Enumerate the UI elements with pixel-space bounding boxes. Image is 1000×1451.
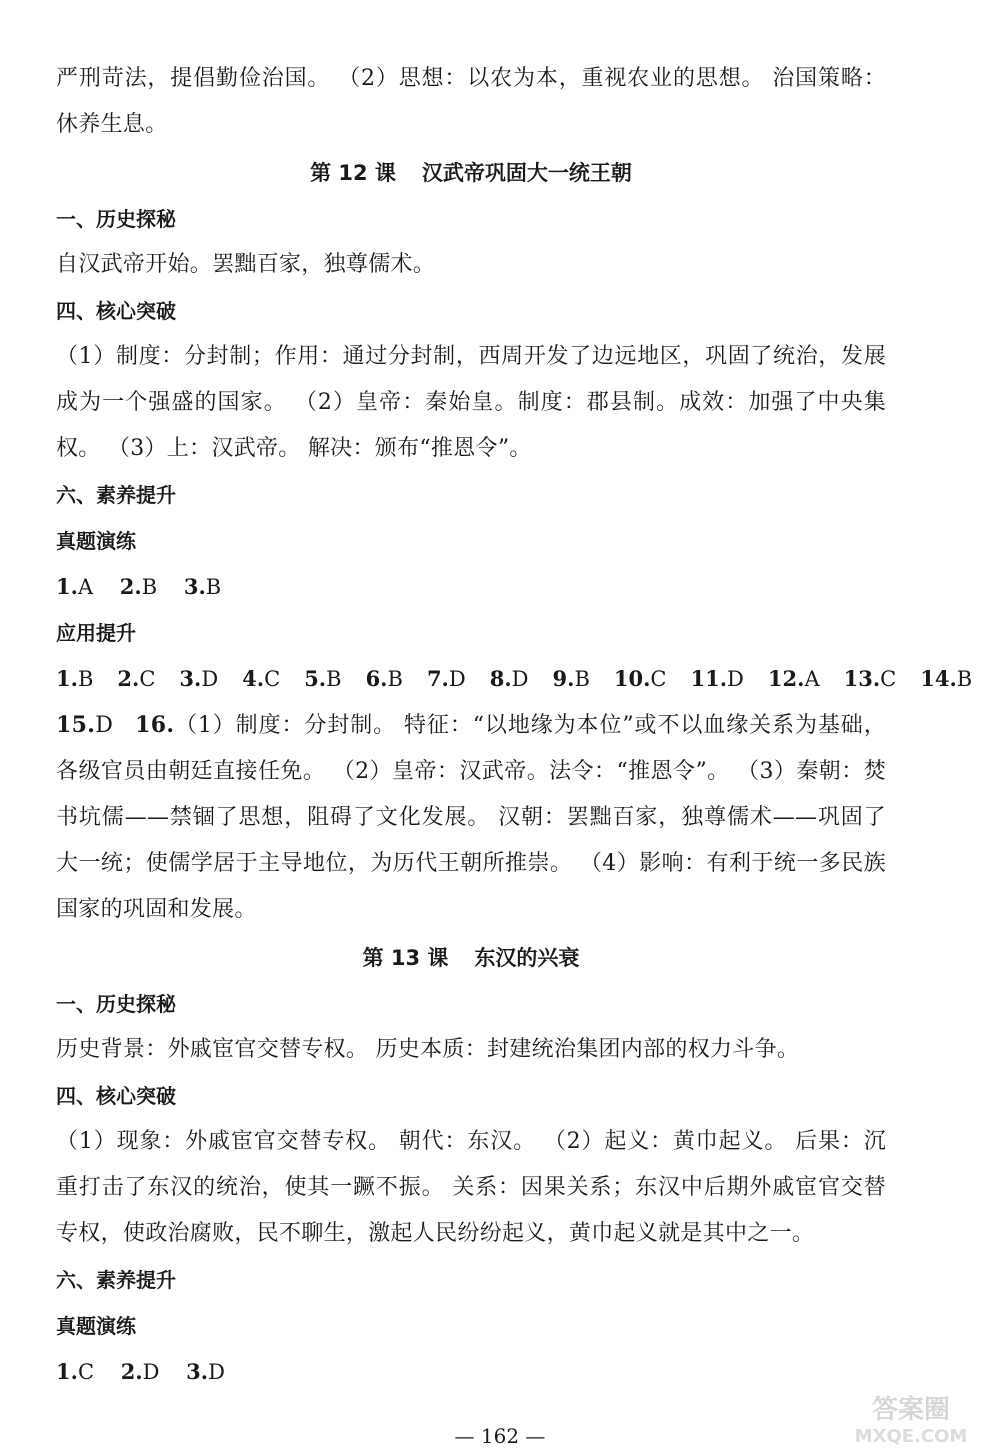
answer-item: 3.D <box>179 666 219 691</box>
answer-item: 2.B <box>119 574 158 599</box>
page-content <box>56 56 973 1395</box>
lesson-13-name: 东汉的兴衰 <box>474 946 580 970</box>
watermark-logo <box>836 1388 986 1448</box>
intro-paragraph: 严刑苛法，提倡勤俭治国。 （2）思想：以农为本，重视农业的思想。 治国策略：休养生息。 <box>56 66 886 137</box>
lesson-12-q15-q16 <box>56 702 886 933</box>
answer-item: 10.C <box>613 666 667 691</box>
answer-item: 3.D <box>186 1359 225 1384</box>
lesson-12-title <box>56 150 886 196</box>
answer-item: 14.B <box>920 666 973 691</box>
answer-item: 13.C <box>843 666 897 691</box>
answer-item: 3.B <box>183 574 222 599</box>
lesson-13-section-6-heading: 六、素养提升 <box>56 1268 176 1292</box>
page-number: — 162 — <box>454 1424 546 1448</box>
lesson-12-yingyong-answers <box>56 656 973 702</box>
q15-number: 15. <box>56 712 96 738</box>
lesson-12-section-6-heading: 六、素养提升 <box>56 483 176 507</box>
answer-item: 12.A <box>767 666 820 691</box>
lesson-12-name: 汉武帝巩固大一统王朝 <box>421 161 632 185</box>
answer-item: 6.B <box>365 666 403 691</box>
lesson-12-yingyong-heading: 应用提升 <box>56 621 136 645</box>
q15-answer: D <box>95 713 114 738</box>
answer-item: 2.C <box>117 666 156 691</box>
lesson-12-section-1-text: 自汉武帝开始。罢黜百家，独尊儒术。 <box>56 252 436 277</box>
answer-item: 2.D <box>120 1359 160 1384</box>
watermark-title: 答案圈 <box>871 1395 951 1425</box>
answer-item: 7.D <box>426 666 466 691</box>
q16-number: 16. <box>135 712 175 738</box>
lesson-13-number: 第 13 课 <box>362 946 449 970</box>
lesson-12-section-1-heading: 一、历史探秘 <box>56 207 176 231</box>
answer-item: 4.C <box>242 666 281 691</box>
lesson-13-title <box>56 935 886 981</box>
lesson-12-zhenti-heading: 真题演练 <box>56 529 136 553</box>
answer-item: 1.C <box>56 1359 95 1384</box>
lesson-13-zhenti-answers <box>56 1349 886 1395</box>
lesson-12-section-4-heading: 四、核心突破 <box>56 299 176 323</box>
lesson-13-section-4-text: （1）现象：外戚宦官交替专权。 朝代：东汉。 （2）起义：黄巾起义。 后果：沉重打击了东汉的统治，使其一蹶不振。 关系：因果关系；东汉中后期外戚宦官交替专权，使政治腐败，民不聊生，激起人民纷纷起义，黄巾起义就是其中之一。 <box>56 1129 886 1246</box>
answer-item: 5.B <box>304 666 342 691</box>
answer-item: 8.D <box>489 666 529 691</box>
answer-item: 11.D <box>690 666 744 691</box>
lesson-13-zhenti-heading: 真题演练 <box>56 1314 136 1338</box>
watermark-url: MXQE.COM <box>854 1426 968 1447</box>
answer-item: 1.B <box>56 666 94 691</box>
lesson-13-section-1-heading: 一、历史探秘 <box>56 992 176 1016</box>
lesson-12-section-4-text: （1）制度：分封制；作用：通过分封制，西周开发了边远地区，巩固了统治，发展成为一个强盛的国家。 （2）皇帝：秦始皇。制度：郡县制。成效：加强了中央集权。 （3）上：汉武帝。 解决：颁布“推恩令”。 <box>56 344 886 461</box>
answer-item: 9.B <box>552 666 590 691</box>
lesson-13-section-1-text: 历史背景：外戚宦官交替专权。 历史本质：封建统治集团内部的权力斗争。 <box>56 1037 800 1062</box>
q16-answer: （1）制度：分封制。 特征：“以地缘为本位”或不以血缘关系为基础，各级官员由朝廷直接任免。 （2）皇帝：汉武帝。法令：“推恩令”。 （3）秦朝：焚书坑儒——禁锢了思想，阻碍了文化发展。 汉朝：罢黜百家，独尊儒术——巩固了大一统；使儒学居于主导地位，为历代王朝所推崇。 （4）影响：有利于统一多民族国家的巩固和发展。 <box>56 713 886 922</box>
answer-item: 1.A <box>56 574 94 599</box>
lesson-12-number: 第 12 课 <box>310 161 396 185</box>
lesson-12-zhenti-answers <box>56 564 886 610</box>
lesson-13-section-4-heading: 四、核心突破 <box>56 1084 176 1108</box>
